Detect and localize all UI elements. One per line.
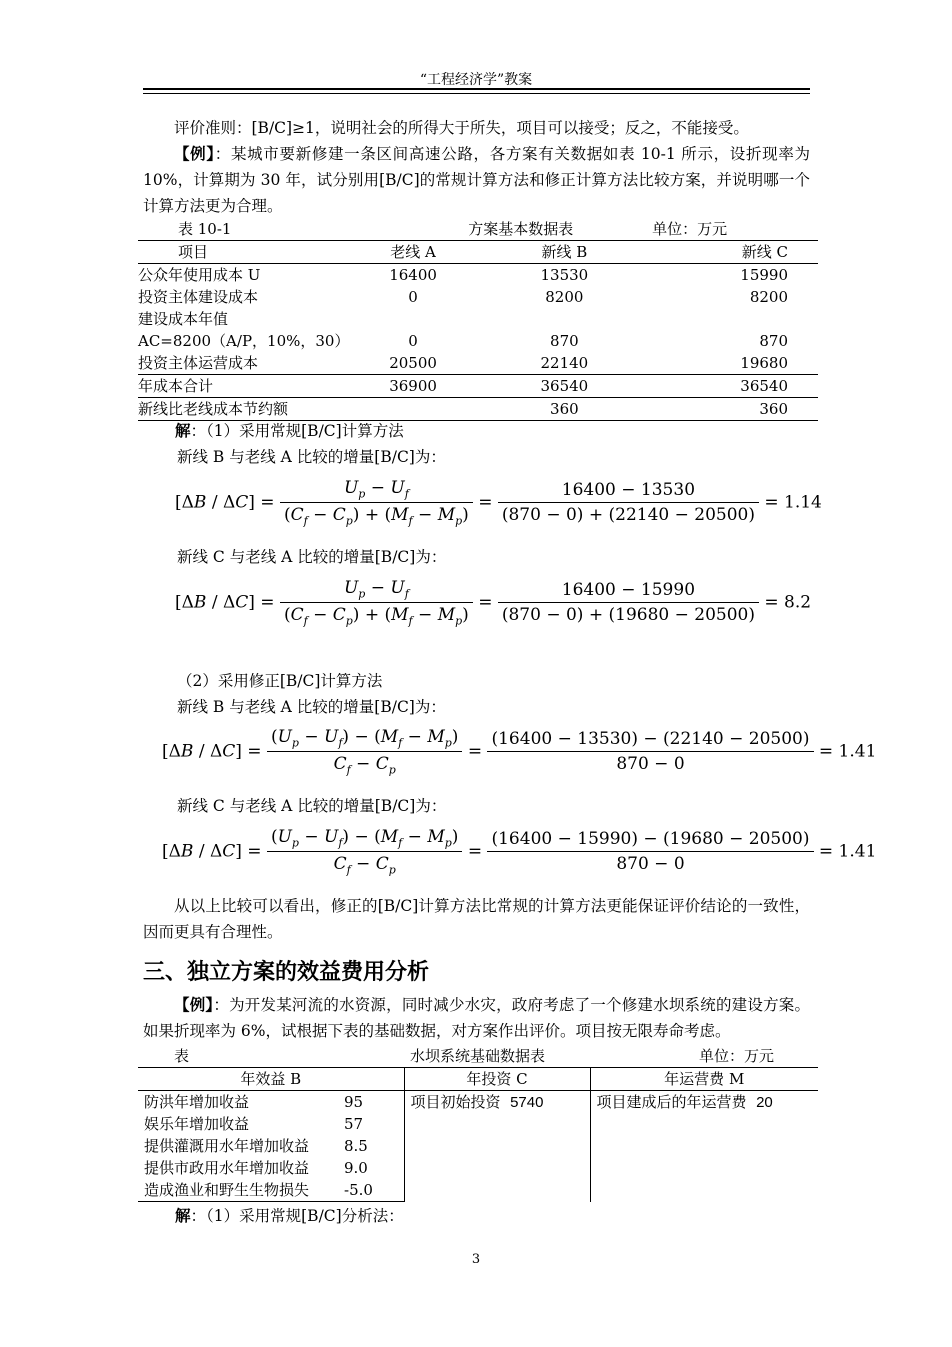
compare-c-a-normal: 新线 C 与老线 A 比较的增量[B/C]为： bbox=[177, 548, 447, 566]
page-header: “工程经济学”教案 bbox=[419, 72, 533, 88]
formula-c-normal: [ΔB / ΔC] = $\frac{U_p - U_f}{(C_f - C_p) + (M_f - M_p)}$ = $\frac{16400 - 15990}{(870 - 0) + (19680 - 20500)}$ = 8.2 bbox=[175, 578, 812, 628]
solution3-text: ：（1）采用常规[B/C]分析法： bbox=[190, 1207, 404, 1225]
table-cell: 0 bbox=[408, 288, 418, 306]
operating-cell bbox=[590, 1091, 818, 1202]
formula-b-modified: [ΔB / ΔC] = $\frac{(U_p - U_f) - (M_f - M_p)}{C_f - C_p}$ = $\frac{(16400 - 13530) - (22140 - 20500)}{870 - 0}$ = 1.41 bbox=[162, 727, 877, 777]
section-title: 三、独立方案的效益费用分析 bbox=[143, 960, 430, 985]
formula-result: = 1.41 bbox=[818, 741, 877, 762]
investment-cell bbox=[404, 1091, 590, 1202]
solution-label: 解 bbox=[175, 421, 191, 440]
table1-header-b: 新线 B bbox=[477, 241, 652, 264]
compare-c-a-modified: 新线 C 与老线 A 比较的增量[B/C]为： bbox=[177, 797, 447, 815]
table2-header-operating: 年运营费 M bbox=[590, 1068, 818, 1091]
benefit-value: 95 bbox=[344, 1093, 364, 1111]
solution-label: 解 bbox=[175, 1206, 191, 1225]
table-cell: 13530 bbox=[477, 264, 652, 287]
table1-header-a: 老线 A bbox=[349, 241, 476, 264]
table2-header-investment: 年投资 C bbox=[404, 1068, 590, 1091]
formula-denominator: 870 − 0 bbox=[616, 854, 685, 875]
table-row bbox=[138, 398, 818, 421]
table1-header-item: 项目 bbox=[138, 241, 349, 264]
table-cell: 15990 bbox=[652, 264, 818, 287]
solution1-heading bbox=[175, 420, 404, 442]
table-row bbox=[138, 375, 818, 398]
table-cell bbox=[652, 308, 818, 330]
example2-paragraph bbox=[143, 992, 810, 1044]
table-row bbox=[138, 330, 818, 352]
benefit-label: 造成渔业和野生生物损失 bbox=[138, 1179, 338, 1202]
compare-b-a-normal: 新线 B 与老线 A 比较的增量[B/C]为： bbox=[177, 448, 446, 466]
table-cell: 新线比老线成本节约额 bbox=[138, 398, 349, 421]
formula-result: = 1.41 bbox=[818, 841, 877, 862]
investment-value: 5740 bbox=[510, 1094, 544, 1111]
table-cell: 8200 bbox=[545, 288, 584, 306]
table-cell: 20500 bbox=[389, 354, 437, 372]
formula-result: = 8.2 bbox=[764, 592, 812, 613]
example2-label: 【例】 bbox=[174, 995, 214, 1014]
conclusion-paragraph: 从以上比较可以看出，修正的[B/C]计算方法比常规的计算方法更能保证评价结论的一致性，因而更具有合理性。 bbox=[143, 897, 810, 941]
table-cell: 22140 bbox=[540, 354, 589, 372]
formula-denominator: (870 − 0) + (19680 − 20500) bbox=[501, 605, 755, 626]
example1-text: ：某城市要新修建一条区间高速公路，各方案有关数据如表 10-1 所示，设折现率为 10%，计算期为 30 年，试分别用[B/C]的常规计算方法和修正计算方法比较方案，并说明哪一个计算方法更为合理。 bbox=[143, 145, 810, 215]
table-row bbox=[138, 1091, 818, 1114]
scheme-data-table bbox=[138, 218, 818, 421]
benefit-value: -5.0 bbox=[338, 1179, 404, 1202]
benefit-label: 防洪年增加收益 bbox=[144, 1093, 250, 1111]
table-cell: 870 bbox=[759, 332, 788, 350]
page-number: 3 bbox=[471, 1252, 481, 1267]
formula-denominator: 870 − 0 bbox=[616, 754, 685, 775]
table-cell: 投资主体运营成本 bbox=[138, 354, 259, 372]
table-cell: 建设成本年值 bbox=[138, 310, 229, 328]
table-cell bbox=[349, 308, 476, 330]
table-cell: 360 bbox=[652, 398, 818, 421]
benefit-value: 9.0 bbox=[344, 1159, 368, 1177]
table-cell: 0 bbox=[408, 332, 418, 350]
table1-title: 方案基本数据表 bbox=[468, 220, 574, 238]
benefit-value: 8.5 bbox=[344, 1137, 368, 1155]
operating-value: 20 bbox=[756, 1094, 773, 1111]
benefit-label: 提供市政用水年增加收益 bbox=[144, 1159, 310, 1177]
formula-result: = 1.14 bbox=[764, 492, 822, 513]
table-row bbox=[138, 286, 818, 308]
solution1-text: ：（1）采用常规[B/C]计算方法 bbox=[190, 422, 404, 440]
table-row bbox=[138, 308, 818, 330]
table-cell: 年成本合计 bbox=[138, 375, 349, 398]
dam-data-table bbox=[138, 1045, 818, 1202]
header-rule-thick bbox=[143, 88, 810, 90]
table-cell bbox=[477, 308, 652, 330]
table-cell: 16400 bbox=[349, 264, 476, 287]
example2-text: ：为开发某河流的水资源，同时减少水灾，政府考虑了一个修建水坝系统的建设方案。如果折现率为 6%，试根据下表的基础数据，对方案作出评价。项目按无限寿命考虑。 bbox=[143, 996, 810, 1040]
table-cell: 870 bbox=[550, 332, 579, 350]
table1-caption bbox=[138, 218, 818, 241]
table-cell: 36540 bbox=[477, 375, 652, 398]
table-cell: 36900 bbox=[349, 375, 476, 398]
table-row bbox=[138, 352, 818, 375]
formula-numerator: 16400 − 15990 bbox=[498, 580, 759, 603]
header-rule-thin bbox=[143, 93, 810, 94]
operating-label: 项目建成后的年运营费 bbox=[596, 1093, 747, 1111]
table-cell: AC=8200（A/P，10%，30） bbox=[138, 332, 350, 350]
formula-denominator: (870 − 0) + (22140 − 20500) bbox=[501, 505, 755, 526]
investment-label: 项目初始投资 bbox=[410, 1093, 501, 1111]
formula-c-modified: [ΔB / ΔC] = $\frac{(U_p - U_f) - (M_f - M_p)}{C_f - C_p}$ = $\frac{(16400 - 15990) - (19680 - 20500)}{870 - 0}$ = 1.41 bbox=[162, 827, 877, 877]
table-cell: 投资主体建设成本 bbox=[138, 288, 259, 306]
benefit-label: 娱乐年增加收益 bbox=[144, 1115, 250, 1133]
example1-paragraph bbox=[143, 141, 810, 219]
table-cell: 19680 bbox=[740, 354, 788, 372]
table2-title: 水坝系统基础数据表 bbox=[410, 1047, 546, 1065]
table-cell: 360 bbox=[477, 398, 652, 421]
table-cell: 公众年使用成本 U bbox=[138, 264, 349, 287]
table2-number: 表 bbox=[174, 1047, 190, 1065]
compare-b-a-modified: 新线 B 与老线 A 比较的增量[B/C]为： bbox=[177, 698, 446, 716]
table-cell bbox=[349, 398, 476, 421]
formula-b-normal: [ΔB / ΔC] = $\frac{U_p - U_f}{(C_f - C_p) + (M_f - M_p)}$ = $\frac{16400 - 13530}{(870 - 0) + (22140 - 20500)}$ = 1.14 bbox=[175, 478, 822, 528]
benefit-value: 57 bbox=[344, 1115, 364, 1133]
benefit-label: 提供灌溉用水年增加收益 bbox=[144, 1137, 310, 1155]
table2-unit: 单位：万元 bbox=[698, 1047, 774, 1065]
formula-numerator: (16400 − 13530) − (22140 − 20500) bbox=[487, 729, 813, 752]
criterion-paragraph: 评价准则：[B/C]≥1，说明社会的所得大于所失，项目可以接受；反之，不能接受。 bbox=[174, 119, 749, 137]
table-cell: 36540 bbox=[652, 375, 818, 398]
table2-caption bbox=[138, 1045, 818, 1068]
formula-numerator: 16400 − 13530 bbox=[498, 480, 759, 503]
table1-header-c: 新线 C bbox=[652, 241, 818, 264]
table-row bbox=[138, 264, 818, 287]
table2-header-row bbox=[138, 1068, 818, 1091]
table1-header-row bbox=[138, 241, 818, 264]
solution2-heading: （2）采用修正[B/C]计算方法 bbox=[177, 672, 383, 690]
formula-numerator: (16400 − 15990) − (19680 − 20500) bbox=[487, 829, 813, 852]
table1-unit: 单位：万元 bbox=[652, 220, 728, 238]
example1-label: 【例】 bbox=[174, 144, 215, 163]
table2-header-benefit: 年效益 B bbox=[138, 1068, 404, 1091]
solution3-heading bbox=[175, 1205, 404, 1227]
table-cell: 8200 bbox=[749, 288, 788, 306]
table1-number: 表 10-1 bbox=[178, 220, 232, 238]
